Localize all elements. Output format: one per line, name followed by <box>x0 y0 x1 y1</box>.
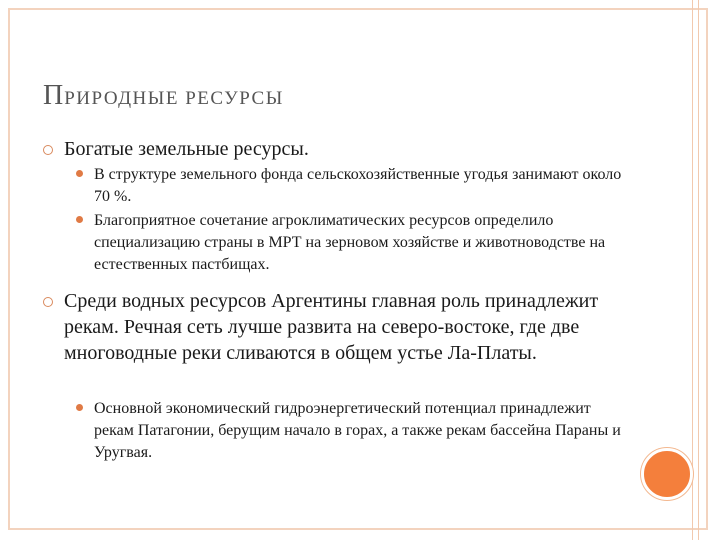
sub-bullet-text: Благоприятное сочетание агроклиматических ресурсов определило специализацию страны в МРТ на зерновом хозяйстве и животноводстве на естественных пастбищах. <box>94 212 606 273</box>
bullet-dot-icon <box>76 170 83 177</box>
slide-title <box>43 80 284 112</box>
sub-bullet-text: Основной экономический гидроэнергетический потенциал принадлежит рекам Патагонии, берущим начало в горах, а также рекам бассейна Параны и Уругвая. <box>94 400 621 461</box>
bullet-ring-icon <box>43 297 53 307</box>
sub-bullet-text: В структуре земельного фонда сельскохозяйственные угодья занимают около 70 %. <box>94 166 622 205</box>
bullet-ring-icon <box>43 145 53 155</box>
title-initial: П <box>43 80 65 111</box>
decorative-stripe <box>684 0 720 540</box>
title-rest: РИРОДНЫЕ РЕСУРСЫ <box>64 88 284 109</box>
decorative-circle <box>641 448 693 500</box>
bullet-dot-icon <box>76 404 83 411</box>
bullet-text: Среди водных ресурсов Аргентины главная роль принадлежит рекам. Речная сеть лучше развита на северо-востоке, где две многоводные реки сливаются в общем устье Ла-Платы. <box>64 290 599 364</box>
bullet-dot-icon <box>76 216 83 223</box>
bullet-text: Богатые земельные ресурсы. <box>64 138 309 160</box>
